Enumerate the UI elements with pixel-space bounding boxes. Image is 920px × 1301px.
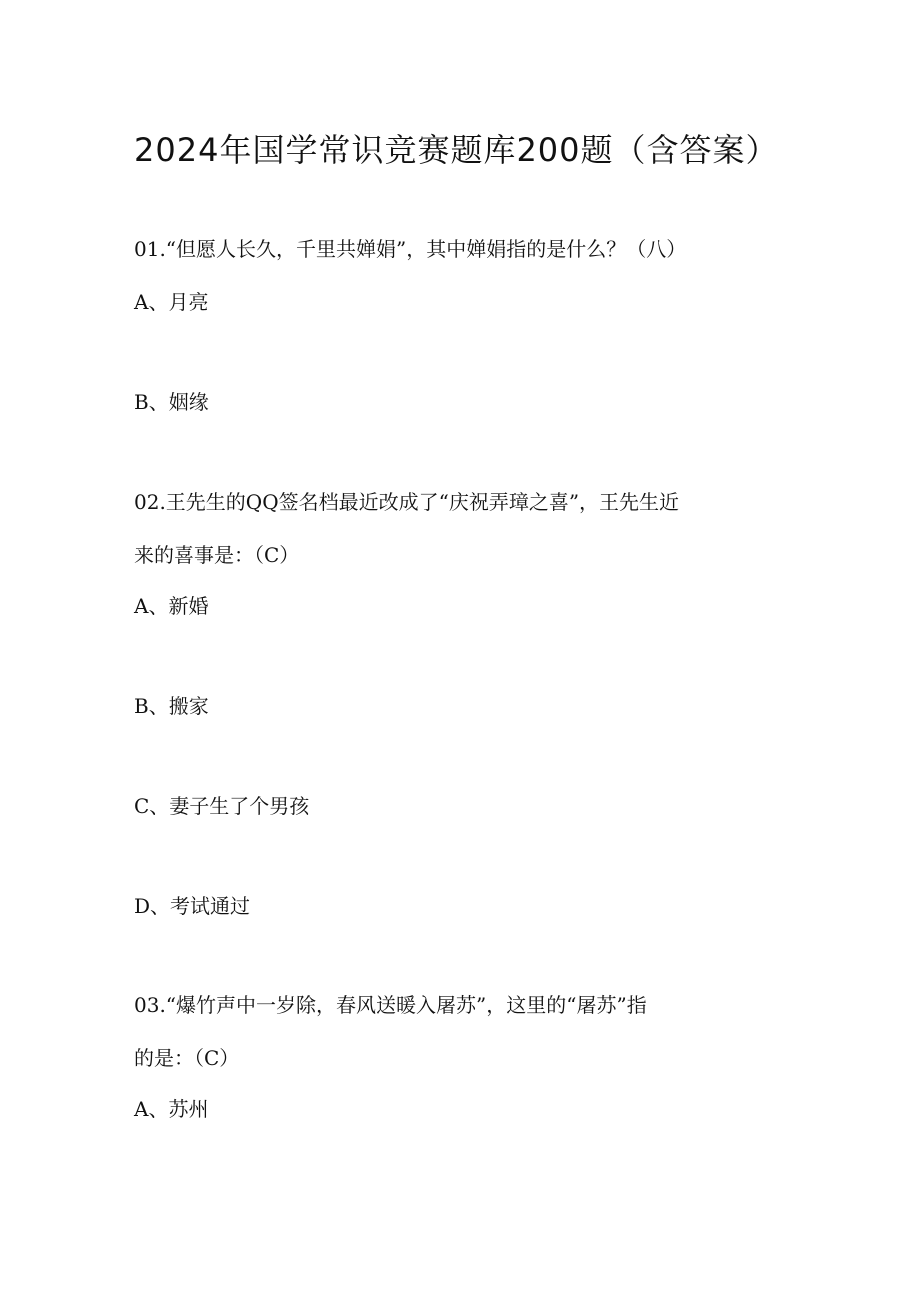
question-01-option-a: A、月亮 [134,290,209,314]
question-01-option-b: B、姻缘 [134,390,209,414]
question-03-text-line-2: 的是：（C） [134,1046,240,1070]
question-01-text: 01.“但愿人长久，千里共婵娟”，其中婵娟指的是什么？（八） [134,237,687,261]
question-02-option-d: D、考试通过 [134,894,251,918]
question-03-text-line-1: 03.“爆竹声中一岁除，春风送暖入屠苏”，这里的“屠苏”指 [134,993,647,1017]
question-02-text-line-1: 02.王先生的QQ签名档最近改成了“庆祝弄璋之喜”，王先生近 [134,490,680,514]
question-02-option-a: A、新婚 [134,594,209,618]
question-02-text-line-2: 来的喜事是：（C） [134,543,300,567]
document-title: 2024年国学常识竞赛题库200题（含答案） [134,131,779,169]
question-03-option-a: A、苏州 [134,1097,209,1121]
question-02-option-b: B、搬家 [134,694,209,718]
question-02-option-c: C、妻子生了个男孩 [134,794,310,818]
